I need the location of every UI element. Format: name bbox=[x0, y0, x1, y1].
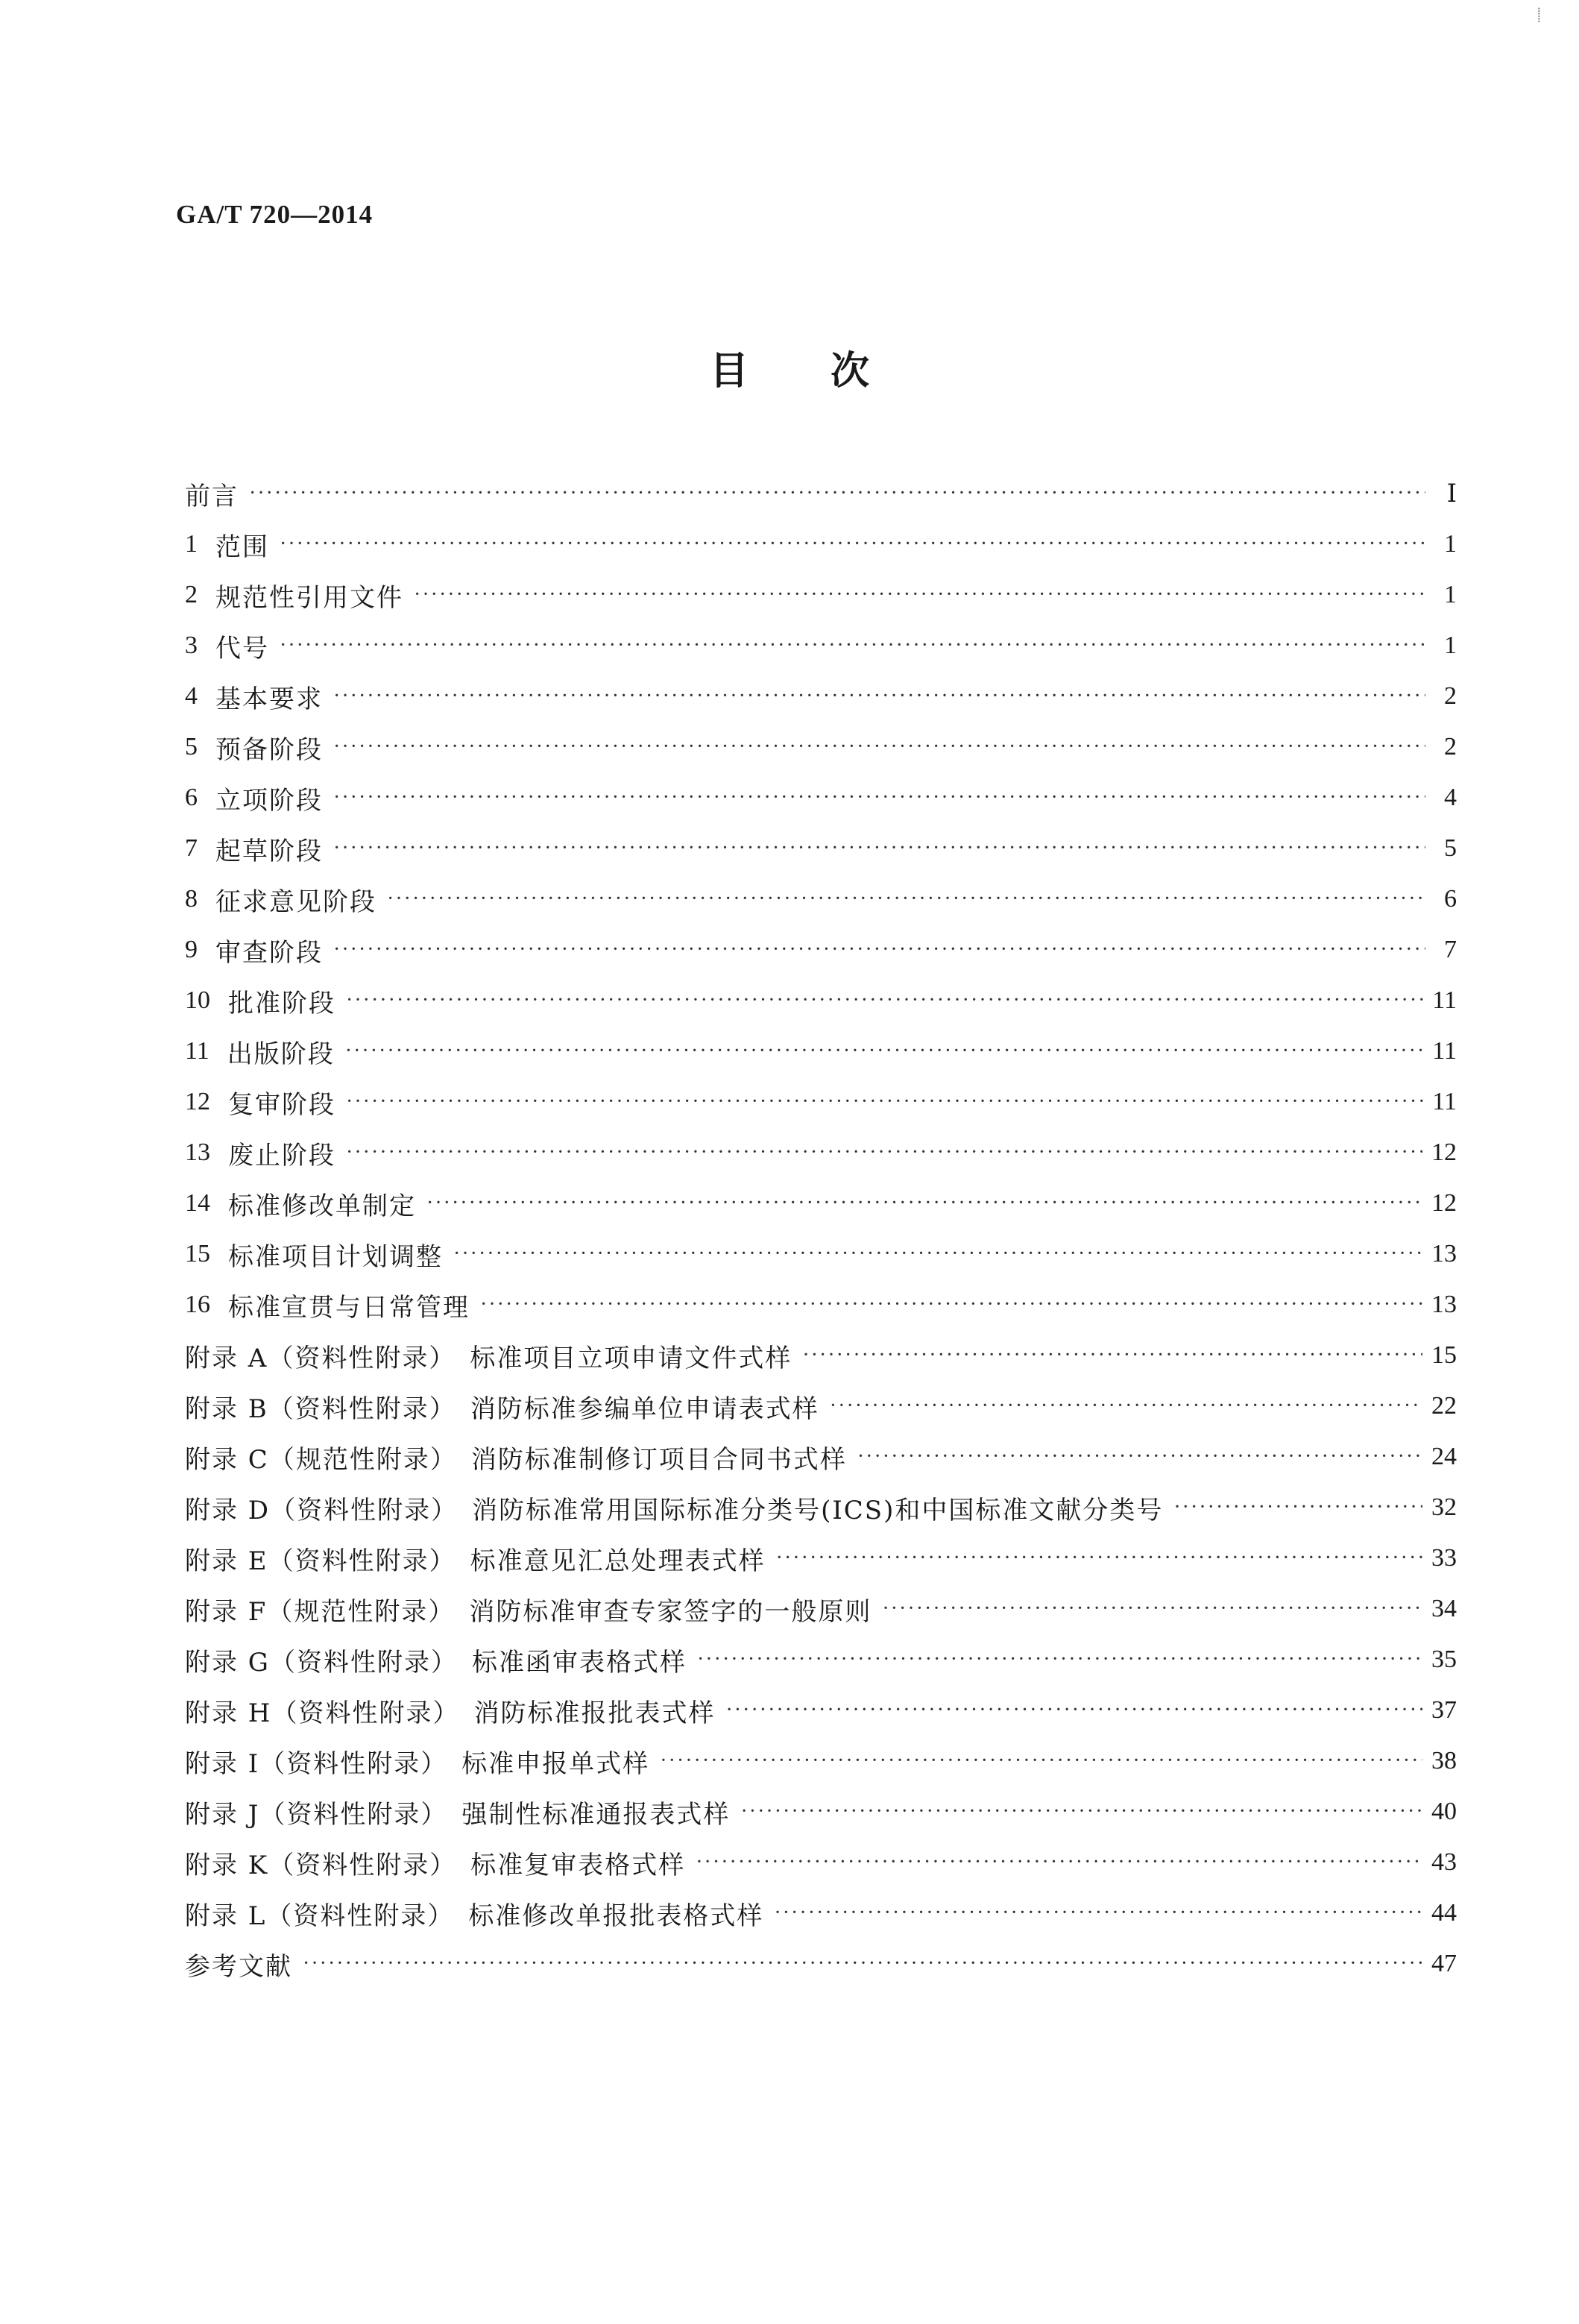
dot-leader bbox=[697, 1648, 1422, 1672]
toc-entry-title: 代号 bbox=[215, 633, 269, 664]
toc-entry-number: 13 bbox=[185, 1139, 210, 1166]
toc-entry-title: 标准项目计划调整 bbox=[228, 1241, 443, 1272]
dot-leader bbox=[333, 786, 1425, 810]
toc-entry[interactable] bbox=[185, 1432, 1457, 1482]
toc-entry[interactable] bbox=[185, 1077, 1457, 1127]
toc-entry-number: 15 bbox=[185, 1240, 210, 1268]
dot-leader bbox=[346, 1141, 1422, 1165]
toc-entry-title: 附录 G（资料性附录） 标准函审表格式样 bbox=[185, 1647, 687, 1678]
toc-entry-number: 16 bbox=[185, 1291, 210, 1318]
toc-entry[interactable] bbox=[185, 823, 1457, 874]
toc-entry-page: 22 bbox=[1431, 1392, 1457, 1420]
toc-entry-page: 5 bbox=[1444, 834, 1457, 862]
toc-entry-number: 5 bbox=[185, 733, 198, 761]
toc-entry-page: 6 bbox=[1444, 885, 1457, 913]
toc-entry[interactable] bbox=[185, 1584, 1457, 1634]
toc-entry-page: 11 bbox=[1432, 1037, 1457, 1065]
toc-entry[interactable] bbox=[185, 1939, 1457, 1989]
toc-entry[interactable] bbox=[185, 772, 1457, 823]
dot-leader bbox=[414, 583, 1425, 607]
toc-entry-number: 4 bbox=[185, 682, 198, 710]
toc-entry-page: 2 bbox=[1444, 733, 1457, 761]
toc-entry-page: 1 bbox=[1444, 581, 1457, 608]
toc-entry-number: 6 bbox=[185, 784, 198, 811]
toc-entry[interactable] bbox=[185, 1837, 1457, 1888]
toc-entry-page: 11 bbox=[1432, 986, 1457, 1014]
dot-leader bbox=[249, 482, 1425, 506]
dot-leader bbox=[345, 1039, 1424, 1063]
toc-entry-page: 43 bbox=[1431, 1848, 1457, 1876]
toc-entry[interactable] bbox=[185, 620, 1457, 671]
toc-entry-page: 15 bbox=[1431, 1341, 1457, 1369]
dot-leader bbox=[696, 1851, 1422, 1874]
toc-entry-page: 1 bbox=[1444, 530, 1457, 558]
toc-entry-number: 12 bbox=[185, 1088, 210, 1115]
toc-entry-title: 范围 bbox=[215, 532, 269, 562]
toc-entry[interactable] bbox=[185, 519, 1457, 570]
dot-leader bbox=[453, 1242, 1422, 1266]
toc-entry-number: 2 bbox=[185, 581, 198, 608]
toc-entry-title: 附录 K（资料性附录） 标准复审表格式样 bbox=[185, 1850, 686, 1880]
toc-entry-number: 9 bbox=[185, 936, 198, 963]
toc-entry[interactable] bbox=[185, 722, 1457, 772]
toc-entry-title: 附录 L（资料性附录） 标准修改单报批表格式样 bbox=[185, 1901, 764, 1931]
toc-entry[interactable] bbox=[185, 925, 1457, 975]
toc-entry[interactable] bbox=[185, 1026, 1457, 1077]
dot-leader bbox=[303, 1952, 1422, 1976]
dot-leader bbox=[1173, 1496, 1422, 1520]
toc-entry[interactable] bbox=[185, 468, 1457, 519]
toc-entry-title: 附录 F（规范性附录） 消防标准审查专家签字的一般原则 bbox=[185, 1596, 872, 1627]
dot-leader bbox=[830, 1394, 1422, 1418]
toc-entry-number: 11 bbox=[185, 1037, 209, 1065]
dot-leader bbox=[725, 1698, 1422, 1722]
toc-entry-number: 7 bbox=[185, 834, 198, 862]
toc-entry-page: 1 bbox=[1444, 632, 1457, 659]
toc-entry[interactable] bbox=[185, 570, 1457, 620]
toc-entry-title: 审查阶段 bbox=[215, 937, 323, 968]
toc-entry-page: 34 bbox=[1431, 1595, 1457, 1622]
toc-entry-title: 复审阶段 bbox=[228, 1089, 335, 1120]
dot-leader bbox=[480, 1293, 1422, 1317]
toc-entry[interactable] bbox=[185, 1381, 1457, 1432]
toc-entry-title: 附录 H（资料性附录） 消防标准报批表式样 bbox=[185, 1698, 716, 1728]
toc-entry-title: 附录 J（资料性附录） 强制性标准通报表式样 bbox=[185, 1799, 731, 1830]
toc-entry-page: 7 bbox=[1444, 936, 1457, 963]
toc-entry-number: 10 bbox=[185, 986, 210, 1014]
dot-leader bbox=[857, 1445, 1422, 1469]
toc-entry-number: 8 bbox=[185, 885, 198, 913]
toc-entry-title: 参考文献 bbox=[185, 1951, 292, 1982]
toc-entry[interactable] bbox=[185, 671, 1457, 722]
dot-leader bbox=[346, 989, 1423, 1013]
toc-entry-number: 14 bbox=[185, 1189, 210, 1217]
toc-entry-title: 基本要求 bbox=[215, 684, 323, 714]
toc-entry-title: 预备阶段 bbox=[215, 734, 323, 765]
toc-title: 目次 bbox=[709, 349, 951, 394]
toc-entry[interactable] bbox=[185, 1482, 1457, 1533]
dot-leader bbox=[387, 887, 1425, 911]
scan-mark: ⸽ bbox=[1537, 7, 1541, 23]
toc-entry[interactable] bbox=[185, 1533, 1457, 1584]
toc-entry[interactable] bbox=[185, 1736, 1457, 1786]
toc-entry-title: 前言 bbox=[185, 481, 239, 511]
toc-entry-title: 标准宣贯与日常管理 bbox=[228, 1292, 470, 1323]
dot-leader bbox=[333, 735, 1425, 759]
dot-leader bbox=[802, 1344, 1422, 1367]
toc-entry[interactable] bbox=[185, 1888, 1457, 1939]
toc-entry-page: 44 bbox=[1431, 1899, 1457, 1927]
toc-entry-page: 38 bbox=[1431, 1747, 1457, 1775]
dot-leader bbox=[740, 1800, 1422, 1824]
dot-leader bbox=[333, 837, 1425, 860]
dot-leader bbox=[280, 634, 1425, 658]
dot-leader bbox=[426, 1191, 1422, 1215]
dot-leader bbox=[346, 1090, 1423, 1114]
toc-entry[interactable] bbox=[185, 1229, 1457, 1279]
toc-entry-page: 24 bbox=[1431, 1443, 1457, 1470]
toc-entry-page: 13 bbox=[1431, 1291, 1457, 1318]
toc-entry-page: 47 bbox=[1431, 1950, 1457, 1977]
toc-entry-page: 32 bbox=[1431, 1493, 1457, 1521]
toc-entry[interactable] bbox=[185, 1685, 1457, 1736]
toc-entry[interactable] bbox=[185, 1127, 1457, 1178]
toc-entry-title: 附录 E（资料性附录） 标准意见汇总处理表式样 bbox=[185, 1546, 766, 1576]
dot-leader bbox=[882, 1597, 1422, 1621]
toc-entry-title: 起草阶段 bbox=[215, 836, 323, 866]
toc-entry-title: 附录 D（资料性附录） 消防标准常用国际标准分类号(ICS)和中国标准文献分类号 bbox=[185, 1495, 1164, 1525]
toc-entry-title: 立项阶段 bbox=[215, 785, 323, 816]
toc-entry[interactable] bbox=[185, 1330, 1457, 1381]
dot-leader bbox=[333, 938, 1425, 962]
dot-leader bbox=[280, 532, 1425, 556]
toc-entry-page: 13 bbox=[1431, 1240, 1457, 1268]
toc-entry-number: 3 bbox=[185, 632, 198, 659]
toc-entry-page: 4 bbox=[1444, 784, 1457, 811]
toc-entry-page: 35 bbox=[1431, 1646, 1457, 1673]
toc-entry-page: 33 bbox=[1431, 1544, 1457, 1572]
dot-leader bbox=[660, 1749, 1422, 1773]
dot-leader bbox=[776, 1546, 1422, 1570]
toc-entry-title: 附录 A（资料性附录） 标准项目立项申请文件式样 bbox=[185, 1343, 792, 1373]
dot-leader bbox=[774, 1901, 1422, 1925]
toc-entry[interactable] bbox=[185, 874, 1457, 925]
toc-entry-page: 12 bbox=[1431, 1189, 1457, 1217]
toc-entry-title: 出版阶段 bbox=[227, 1039, 335, 1069]
toc-entry-page: 11 bbox=[1432, 1088, 1457, 1115]
toc-entry-page: 2 bbox=[1444, 682, 1457, 710]
toc-entry[interactable] bbox=[185, 1178, 1457, 1229]
toc-entry-page: 12 bbox=[1431, 1139, 1457, 1166]
toc-entry-title: 附录 I（资料性附录） 标准申报单式样 bbox=[185, 1748, 650, 1779]
toc-entry-title: 批准阶段 bbox=[228, 988, 335, 1018]
toc-entry-title: 附录 C（规范性附录） 消防标准制修订项目合同书式样 bbox=[185, 1444, 847, 1475]
toc-entry[interactable] bbox=[185, 1279, 1457, 1330]
toc-entry-page: 40 bbox=[1431, 1798, 1457, 1825]
toc-entry[interactable] bbox=[185, 1786, 1457, 1837]
toc-entry-title: 附录 B（资料性附录） 消防标准参编单位申请表式样 bbox=[185, 1394, 819, 1424]
table-of-contents bbox=[185, 468, 1457, 1989]
toc-entry-number: 1 bbox=[185, 530, 198, 558]
toc-entry-title: 征求意见阶段 bbox=[215, 887, 376, 917]
toc-entry[interactable] bbox=[185, 1634, 1457, 1685]
toc-entry-page: Ⅰ bbox=[1446, 480, 1457, 508]
toc-entry-title: 规范性引用文件 bbox=[215, 582, 403, 613]
document-code: GA/T 720—2014 bbox=[176, 200, 374, 229]
dot-leader bbox=[333, 684, 1425, 708]
toc-entry[interactable] bbox=[185, 975, 1457, 1026]
toc-entry-page: 37 bbox=[1431, 1696, 1457, 1724]
toc-entry-title: 标准修改单制定 bbox=[228, 1191, 416, 1221]
toc-entry-title: 废止阶段 bbox=[228, 1140, 335, 1171]
